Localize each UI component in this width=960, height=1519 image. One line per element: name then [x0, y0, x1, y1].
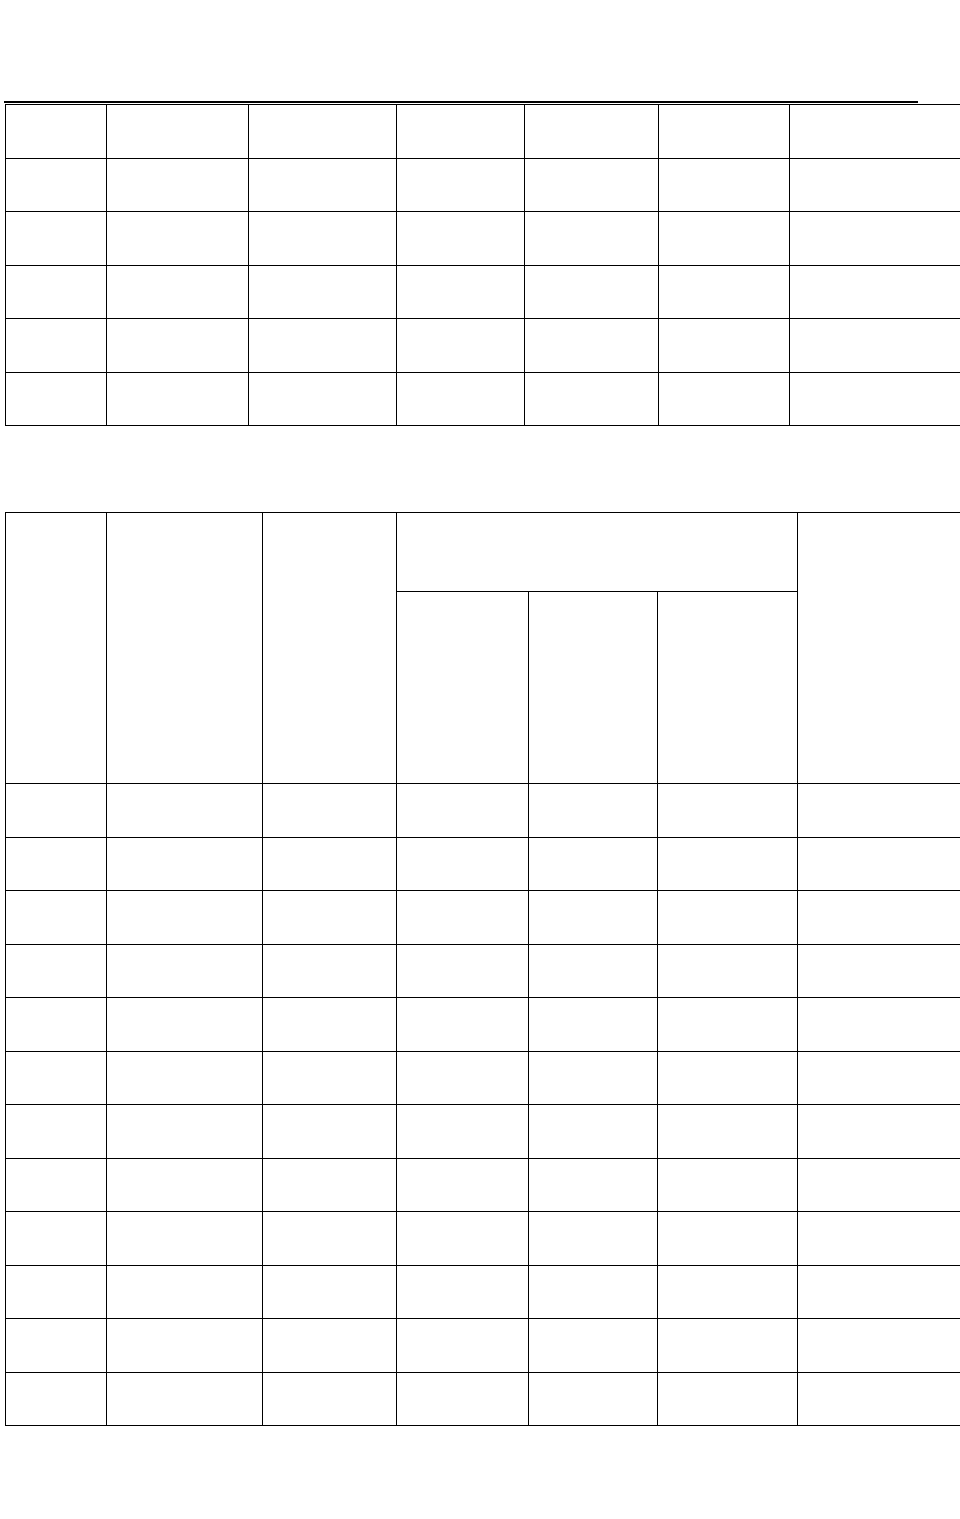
table-cell	[529, 1319, 658, 1373]
table-cell	[107, 158, 249, 212]
table-cell	[107, 1158, 263, 1212]
table-cell	[397, 1105, 529, 1159]
header-general-population	[397, 592, 529, 784]
header-national-laws	[107, 513, 263, 784]
table-cell	[107, 998, 263, 1052]
table-cell	[658, 1372, 798, 1426]
table-cell	[658, 998, 798, 1052]
table-row	[6, 998, 960, 1052]
table-cell	[263, 998, 397, 1052]
table-row	[6, 891, 960, 945]
table-row	[6, 1372, 960, 1426]
table-cell	[790, 265, 960, 319]
table-cell	[263, 837, 397, 891]
table-row	[6, 944, 960, 998]
table-cell	[525, 372, 659, 426]
table-cell	[263, 1158, 397, 1212]
table-cell	[659, 265, 790, 319]
table-cell	[397, 891, 529, 945]
table-cell	[397, 372, 525, 426]
table-cell	[397, 158, 525, 212]
table-cell	[263, 891, 397, 945]
table-cell	[263, 1372, 397, 1426]
table-cell	[798, 784, 960, 838]
table-cell	[107, 1265, 263, 1319]
table-alcohol-comparison	[5, 512, 960, 1426]
table-cell	[397, 1158, 529, 1212]
table-cell	[658, 1105, 798, 1159]
table-cell	[249, 319, 397, 373]
table-cell	[249, 372, 397, 426]
table-cell	[659, 158, 790, 212]
table-cell	[107, 944, 263, 998]
country-code-cell	[6, 891, 107, 945]
table-cell	[249, 105, 397, 159]
country-code-cell	[6, 1105, 107, 1159]
header-professional-drivers	[658, 592, 798, 784]
table-cell	[658, 1265, 798, 1319]
table-cell	[529, 1372, 658, 1426]
table-cell	[790, 212, 960, 266]
table-cell	[397, 1051, 529, 1105]
table-cell	[525, 212, 659, 266]
table-cell	[659, 372, 790, 426]
country-code-cell	[6, 319, 107, 373]
table-cell	[798, 1319, 960, 1373]
table-cell	[107, 837, 263, 891]
table-cell	[263, 1051, 397, 1105]
table-cell	[107, 212, 249, 266]
table-cell	[790, 158, 960, 212]
table-cell	[107, 319, 249, 373]
table-cell	[107, 1212, 263, 1266]
table-cell	[658, 944, 798, 998]
table-cell	[658, 837, 798, 891]
country-code-cell	[6, 784, 107, 838]
table-row	[6, 1265, 960, 1319]
table-cell	[249, 265, 397, 319]
table-cell	[525, 105, 659, 159]
table-cell	[529, 1051, 658, 1105]
table-cell	[397, 784, 529, 838]
table-cell	[397, 105, 525, 159]
table-cell	[397, 1265, 529, 1319]
table-cell	[529, 1158, 658, 1212]
table-cell	[397, 837, 529, 891]
country-code-cell	[6, 837, 107, 891]
table-cell	[798, 1105, 960, 1159]
table-cell	[107, 891, 263, 945]
header-young-drivers	[529, 592, 658, 784]
table-cell	[263, 1105, 397, 1159]
table-row	[6, 1319, 960, 1373]
table-cell	[397, 212, 525, 266]
table-cell	[529, 1212, 658, 1266]
header-bac-level-group	[397, 513, 798, 592]
table-cell	[798, 1051, 960, 1105]
country-code-cell	[6, 372, 107, 426]
table-cell	[529, 891, 658, 945]
table-cell	[107, 105, 249, 159]
table-cell	[397, 319, 525, 373]
table-cell	[658, 891, 798, 945]
table-cell	[107, 1319, 263, 1373]
table-cell	[658, 1319, 798, 1373]
header-death-share	[798, 513, 960, 784]
table-row	[6, 1051, 960, 1105]
table-cell	[659, 319, 790, 373]
table-row	[6, 265, 960, 319]
table-cell	[529, 784, 658, 838]
country-code-cell	[6, 105, 107, 159]
table-cell	[798, 1265, 960, 1319]
country-code-cell	[6, 1158, 107, 1212]
table-cell	[263, 944, 397, 998]
table-top-continuation	[5, 104, 960, 426]
table-cell	[397, 998, 529, 1052]
table-cell	[798, 1212, 960, 1266]
table-row	[6, 372, 960, 426]
table-cell	[798, 837, 960, 891]
table-cell	[263, 1212, 397, 1266]
table-cell	[397, 1372, 529, 1426]
table-cell	[107, 1105, 263, 1159]
country-code-cell	[6, 1265, 107, 1319]
table-cell	[529, 1105, 658, 1159]
table-cell	[397, 944, 529, 998]
table-cell	[790, 105, 960, 159]
table-row	[6, 837, 960, 891]
table-cell	[263, 1265, 397, 1319]
country-code-cell	[6, 158, 107, 212]
country-code-cell	[6, 998, 107, 1052]
table-cell	[525, 265, 659, 319]
table-cell	[397, 1319, 529, 1373]
table-cell	[529, 998, 658, 1052]
table-cell	[525, 319, 659, 373]
table-cell	[658, 784, 798, 838]
table-row	[6, 105, 960, 159]
table-cell	[529, 944, 658, 998]
table-cell	[397, 265, 525, 319]
table-cell	[790, 372, 960, 426]
country-code-cell	[6, 1212, 107, 1266]
country-code-cell	[6, 265, 107, 319]
table-row	[6, 1212, 960, 1266]
table-cell	[658, 1051, 798, 1105]
table-cell	[659, 212, 790, 266]
table-row	[6, 212, 960, 266]
table-row	[6, 1105, 960, 1159]
table-cell	[659, 105, 790, 159]
table-cell	[107, 372, 249, 426]
table-cell	[263, 1319, 397, 1373]
table-cell	[798, 891, 960, 945]
table-cell	[798, 998, 960, 1052]
table-row	[6, 784, 960, 838]
table-cell	[529, 1265, 658, 1319]
table-cell	[107, 265, 249, 319]
table-cell	[798, 1158, 960, 1212]
table-cell	[658, 1212, 798, 1266]
table-cell	[798, 1372, 960, 1426]
table-cell	[798, 944, 960, 998]
table-cell	[525, 158, 659, 212]
country-code-cell	[6, 1319, 107, 1373]
country-code-cell	[6, 1051, 107, 1105]
table-cell	[397, 1212, 529, 1266]
table-cell	[107, 1372, 263, 1426]
table-row	[6, 319, 960, 373]
table-cell	[790, 319, 960, 373]
table-cell	[529, 837, 658, 891]
header-rule	[4, 101, 918, 103]
table-cell	[107, 1051, 263, 1105]
table-cell	[107, 784, 263, 838]
header-bac-defined	[263, 513, 397, 784]
country-code-cell	[6, 944, 107, 998]
table-cell	[658, 1158, 798, 1212]
table-row	[6, 1158, 960, 1212]
header-country	[6, 513, 107, 784]
country-code-cell	[6, 1372, 107, 1426]
country-code-cell	[6, 212, 107, 266]
table-row	[6, 158, 960, 212]
table-cell	[263, 784, 397, 838]
table-cell	[249, 158, 397, 212]
table-cell	[249, 212, 397, 266]
